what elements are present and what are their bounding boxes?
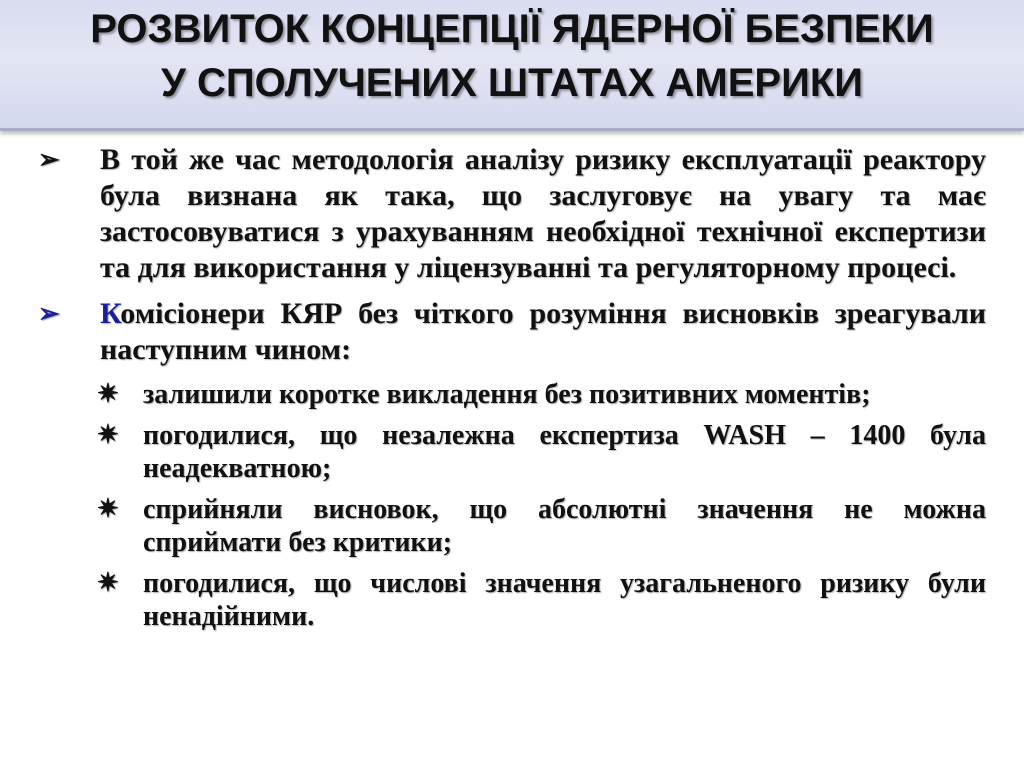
sub-bullet-text: погодилися, що числові значення узагальненого ризику були ненадійними. xyxy=(143,568,986,632)
sub-bullet-text: сприйняли висновок, що абсолютні значення не можна сприймати без критики; xyxy=(143,494,986,558)
sub-bullet-item xyxy=(97,493,986,559)
star-bullet-icon: ✷ xyxy=(97,420,119,449)
bullet-text: В той же час методологія аналізу ризику експлуатації реактору була визнана як така, що заслуговує на увагу та має застосовуватися з урахуванням необхідної технічної експертизи та для використання у ліцензуванні та регуляторному процесі. xyxy=(100,143,986,284)
title-band xyxy=(0,0,1024,131)
sub-bullet-item xyxy=(97,567,986,633)
sub-bullet-item xyxy=(97,419,986,485)
bullet-initial-letter: К xyxy=(100,297,121,330)
arrow-bullet-icon: ➢ xyxy=(38,145,60,174)
star-bullet-icon: ✷ xyxy=(97,379,119,408)
bullet-text: омісіонери КЯР без чіткого розуміння висновків зреагували наступним чином: xyxy=(100,297,986,366)
sub-bullet-text: погодилися, що незалежна експертиза WASH – 1400 була неадекватною; xyxy=(143,420,986,484)
star-bullet-icon: ✷ xyxy=(97,568,119,597)
slide-body xyxy=(0,142,1024,641)
sub-bullet-text: залишили коротке викладення без позитивних моментів; xyxy=(143,379,871,410)
slide-title-line-2: У СПОЛУЧЕНИХ ШТАТАХ АМЕРИКИ xyxy=(161,61,863,105)
bullet-item xyxy=(38,296,986,368)
star-bullet-icon: ✷ xyxy=(97,494,119,523)
arrow-bullet-icon: ➢ xyxy=(38,299,60,328)
slide-title xyxy=(0,2,1024,110)
sub-bullet-item xyxy=(97,378,986,411)
slide-title-line-1: РОЗВИТОК КОНЦЕПЦІЇ ЯДЕРНОЇ БЕЗПЕКИ xyxy=(90,7,934,51)
bullet-item xyxy=(38,142,986,286)
